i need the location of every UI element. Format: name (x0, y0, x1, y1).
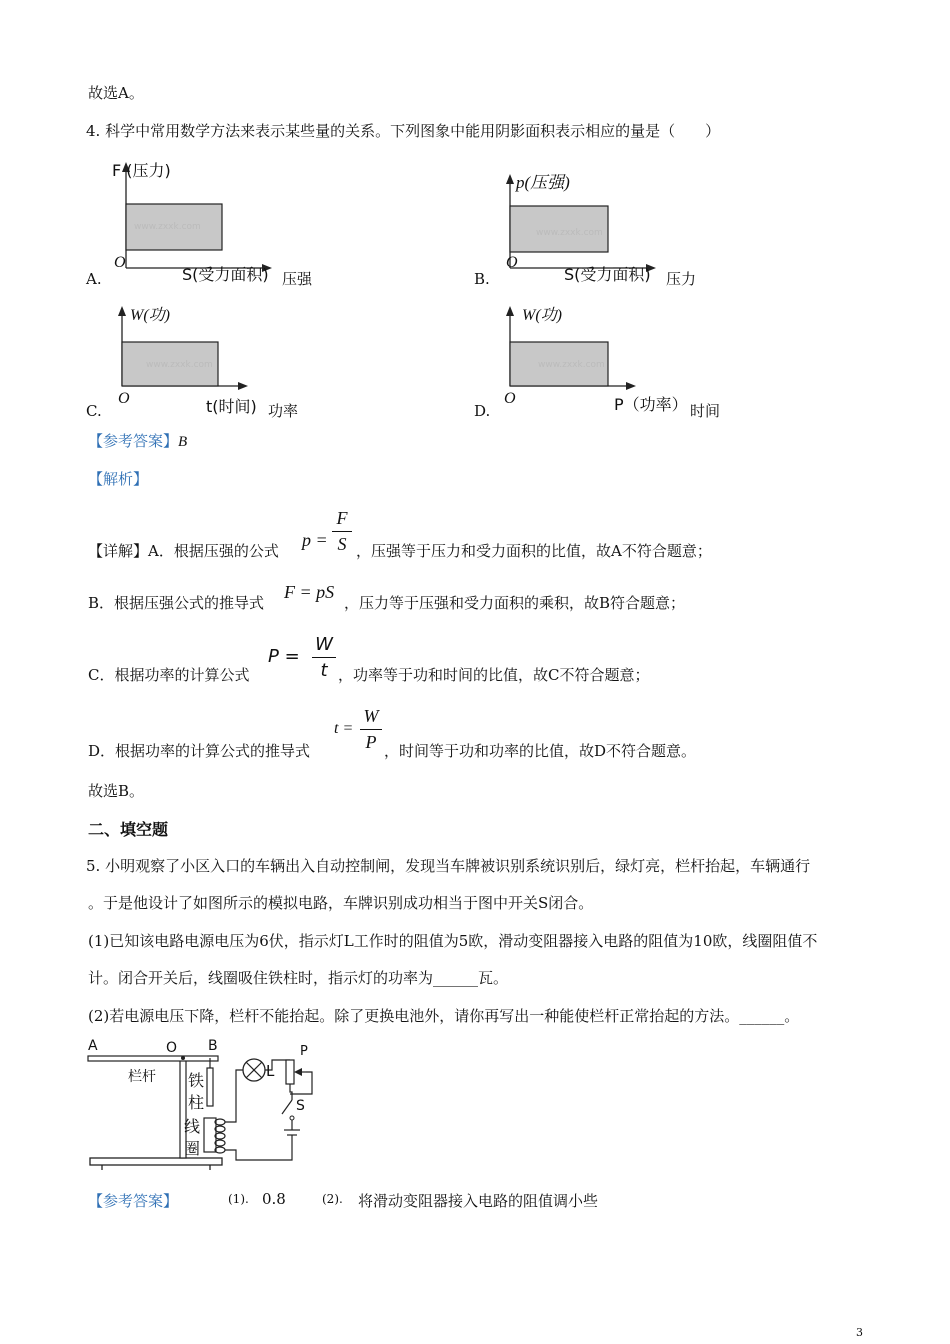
question-number: 5. (86, 857, 101, 875)
detail-prefix: B．根据压强公式的推导式 (88, 594, 265, 612)
question-number: 4. (86, 122, 101, 140)
formula-fraction (360, 706, 382, 753)
quantity-label: 功率 (268, 402, 299, 420)
formula-lhs: p = (302, 530, 328, 550)
detail-prefix: D．根据功率的计算公式的推导式 (88, 742, 311, 760)
origin-label: O (118, 390, 130, 407)
detail-suffix: ，时间等于功和功率的比值，故D不符合题意。 (384, 742, 697, 760)
watermark: www.zxxk.com (536, 228, 603, 238)
option-c-graph[interactable] (86, 298, 346, 422)
origin-label: O (506, 254, 518, 271)
label-coil-2: 圈 (184, 1139, 201, 1158)
question-5-stem-line2: 。于是他设计了如图所示的模拟电路，车牌识别成功相当于图中开关S闭合。 (88, 894, 594, 912)
formula-lhs: P = (268, 646, 300, 667)
detail-prefix: C．根据功率的计算公式 (88, 666, 250, 684)
watermark: www.zxxk.com (146, 360, 213, 370)
watermark: www.zxxk.com (538, 360, 605, 370)
numerator: W (315, 634, 333, 655)
analysis-label: 【解析】 (88, 470, 149, 488)
label-s: S (296, 1098, 305, 1114)
numerator: F (336, 508, 348, 528)
answer2-value: 将滑动变阻器接入电路的阻值调小些 (358, 1192, 599, 1210)
label-iron-1: 铁 (188, 1071, 205, 1090)
option-a-graph[interactable] (86, 158, 346, 288)
formula-fraction (312, 634, 336, 681)
label-iron-2: 柱 (188, 1093, 205, 1112)
question-5-part1: (1)已知该电路电源电压为6伏，指示灯L工作时的阻值为5欧，滑动变阻器接入电路的阻值为10欧，线圈阻值不 (88, 932, 818, 950)
label-b: B (208, 1038, 218, 1054)
option-letter: A. (86, 270, 102, 288)
question-5-part1-line2: 计。闭合开关后，线圈吸住铁柱时，指示灯的功率为______瓦。 (88, 969, 509, 987)
q4-conclusion: 故选B。 (88, 782, 145, 800)
answer-label: 【参考答案】 (88, 432, 179, 450)
x-axis-label: P（功率） (614, 395, 688, 414)
detail-d (88, 740, 310, 761)
option-letter: C. (86, 402, 102, 420)
answer1-value: 0.8 (262, 1190, 286, 1208)
origin-label: O (504, 390, 516, 407)
x-axis-label: S(受力面积) (182, 265, 269, 284)
question-5-stem (86, 855, 810, 876)
formula-lhs: t = (334, 720, 354, 737)
option-letter: B. (474, 270, 490, 288)
label-coil-1: 线 (184, 1117, 201, 1136)
y-axis-label: p(压强) (516, 173, 570, 192)
detail-a (88, 540, 279, 561)
question-text: 科学中常用数学方法来表示某些量的关系。下列图象中能用阴影面积表示相应的量是（ ） (105, 122, 721, 140)
quantity-label: 时间 (690, 402, 721, 420)
y-axis-label: W(功) (130, 307, 170, 324)
y-axis-label: W(功) (522, 307, 562, 324)
origin-label: O (114, 254, 126, 271)
label-l: L (266, 1062, 275, 1080)
answer2-tag: (2). (322, 1192, 343, 1206)
y-axis-label: F (压力) (112, 161, 171, 180)
option-b-graph[interactable] (474, 158, 734, 288)
label-p: P (300, 1044, 308, 1059)
x-axis-label: t(时间) (206, 397, 257, 416)
option-letter: D. (474, 402, 491, 420)
detail-label: 【详解】 (88, 542, 149, 560)
denominator: t (320, 660, 328, 681)
detail-b (88, 592, 264, 613)
label-a: A (88, 1038, 98, 1054)
denominator: S (337, 534, 347, 554)
question-text: 小明观察了小区入口的车辆出入自动控制闸，发现当车牌被识别系统识别后，绿灯亮，栏杆抬起，车辆通行 (105, 857, 811, 875)
label-o: O (166, 1040, 178, 1056)
detail-c (88, 664, 249, 685)
detail-suffix: ，功率等于功和时间的比值，故C不符合题意； (338, 666, 650, 684)
q5-answer-line (88, 1190, 178, 1211)
detail-suffix: ，压强等于压力和受力面积的比值，故A不符合题意； (356, 542, 712, 560)
detail-prefix: A．根据压强的公式 (148, 542, 279, 560)
circuit-figure (86, 1038, 336, 1174)
answer1-tag: (1). (228, 1192, 249, 1206)
quantity-label: 压力 (666, 270, 697, 288)
answer-label: 【参考答案】 (88, 1192, 179, 1210)
answer-line (88, 430, 187, 451)
section-title: 二、填空题 (88, 820, 169, 839)
question-5-part2: (2)若电源电压下降，栏杆不能抬起。除了更换电池外，请你再写出一种能使栏杆正常抬起的方法。______。 (88, 1007, 800, 1025)
answer-value: B (178, 434, 188, 450)
quantity-label: 压强 (282, 270, 313, 288)
denominator: P (365, 732, 377, 752)
question-4-stem (86, 120, 720, 141)
page-number: 3 (856, 1326, 863, 1339)
formula-inline: F = pS (284, 582, 335, 602)
label-gate: 栏杆 (128, 1069, 156, 1085)
prev-conclusion: 故选A。 (88, 84, 144, 102)
detail-suffix: ，压力等于压强和受力面积的乘积，故B符合题意； (344, 594, 686, 612)
option-d-graph[interactable] (474, 298, 734, 422)
formula-fraction (332, 508, 352, 555)
x-axis-label: S(受力面积) (564, 265, 651, 284)
watermark: www.zxxk.com (134, 222, 201, 232)
numerator: W (363, 706, 379, 726)
